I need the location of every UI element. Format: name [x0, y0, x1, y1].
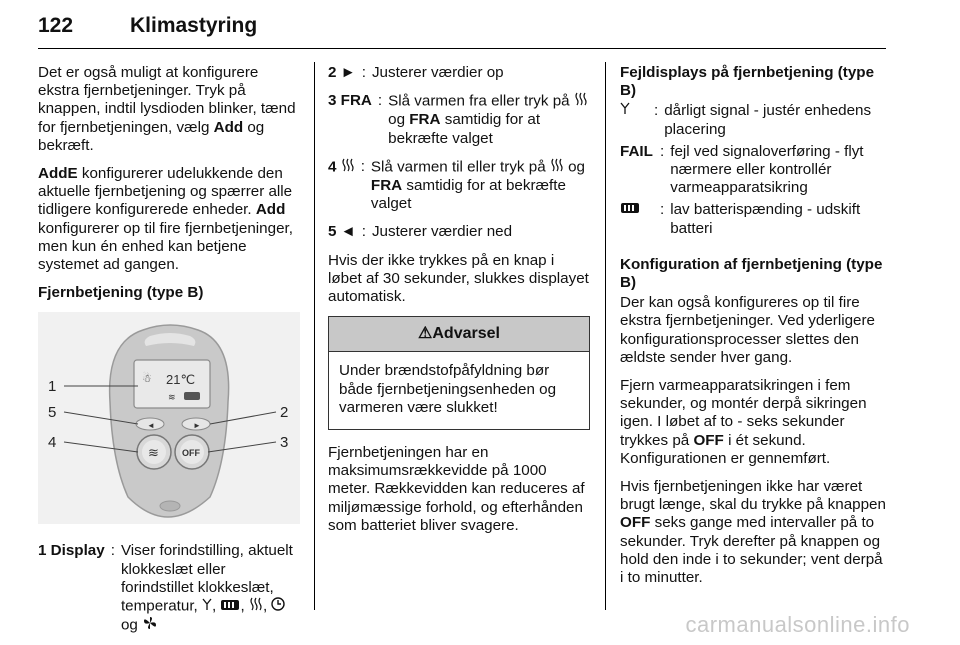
callout-1: 1 [48, 378, 57, 396]
configuration-heading: Konfiguration af fjernbetjening (type B) [620, 255, 883, 292]
paragraph-range: Fjernbetjeningen har en maksimumsrækkevidde på 1000 meter. Rækkevidden kan reduceres af miljømæssige forhold, og efterhånden som batteriet bliver svagere. [328, 444, 585, 534]
heating-icon [574, 92, 588, 111]
warning-triangle-icon: ⚠ [418, 325, 433, 343]
callout-3: 3 [280, 434, 289, 452]
column-2 [328, 64, 590, 545]
definition-2: 2 ► : Justerer værdier op [328, 64, 504, 81]
callout-4: 4 [48, 434, 57, 452]
page-title: Klimastyring [130, 14, 258, 37]
paragraph-configure-extra: Det er også muligt at konfigurere ekstra fjernbetjeninger. Tryk på knappen, indtil lysdioden blinker, tænd for fjernbetjeningen, vælg Add og bekræft. [38, 64, 296, 154]
watermark: carmanualsonline.info [685, 612, 910, 637]
warning-body: Under brændstofpåfyldning bør både fjernbetjeningsenheden og varmeren være slukket! [339, 362, 557, 416]
remote-heading: Fjernbetjening (type B) [38, 284, 204, 302]
heating-icon [341, 158, 355, 177]
column-divider-1 [314, 62, 315, 610]
remote-off-label: OFF [182, 448, 200, 459]
callout-2: 2 [280, 404, 289, 422]
svg-text:►: ► [193, 421, 201, 431]
remote-figure [38, 312, 300, 524]
paragraph-config-extra: Der kan også konfigureres op til fire ekstra fjernbetjeninger. Ved yderligere konfigurationsprocesser slettes den ældste sender hver gang. [620, 294, 875, 366]
fan-icon [142, 616, 158, 635]
callout-5: 5 [48, 404, 57, 422]
battery-icon [620, 201, 654, 237]
remote-display-text: 21℃ [166, 372, 196, 388]
svg-text:≋: ≋ [168, 392, 176, 403]
column-3 [620, 64, 886, 597]
svg-text:≋: ≋ [148, 445, 159, 461]
heating-icon [249, 597, 263, 616]
error-fail: FAIL : fejl ved signaloverføring - flyt nærmere eller kontrollér varmeapparatsikring [620, 142, 864, 197]
page-header [38, 14, 258, 38]
paragraph-fuse: Fjern varmeapparatsikringen i fem sekunder, og montér derpå sikringen igen. I løbet af to - seks sekunder trykkes på OFF i ét sekund. Konfigurationen er gennemført. [620, 377, 867, 467]
definition-5: 5 ◄ : Justerer værdier ned [328, 223, 513, 241]
paragraph-timeout: Hvis der ikke trykkes på en knap i løbet af 30 sekunder, slukkes displayet automatisk. [328, 251, 589, 306]
heating-icon [550, 158, 564, 177]
battery-icon [220, 598, 240, 616]
page-number: 122 [38, 14, 74, 37]
warning-box [328, 316, 590, 430]
column-1 [38, 64, 300, 645]
antenna-icon [620, 102, 644, 138]
paragraph-unused: Hvis fjernbetjeningen ikke har været brugt længe, skal du trykke på knappen OFF seks gange med intervaller på to sekunder. Tryk derefter på knappen og hold den inde i to sekunder; vent derpå i to minutter. [620, 478, 886, 587]
antenna-icon [202, 598, 212, 616]
svg-text:◄: ◄ [147, 421, 155, 431]
clock-icon [271, 597, 285, 616]
definition-4: 4 : Slå varmen til eller tryk på og FRA samtidig for at bekræfte valget [328, 157, 586, 213]
remote-illustration [38, 312, 300, 524]
warning-header: ⚠Advarsel [329, 317, 589, 352]
error-weak-signal: : dårligt signal - justér enhedens placering [620, 102, 886, 138]
column-divider-2 [605, 62, 606, 610]
svg-text:☃: ☃ [142, 373, 152, 386]
definition-display: 1 Display : Viser forindstilling, aktuelt klokkeslæt eller forindstillet klokkeslæt, temperatur, , , , og [38, 542, 293, 634]
definition-3-fra: 3 FRA : Slå varmen fra eller tryk på og FRA samtidig for at bekræfte valget [328, 92, 590, 148]
error-low-battery: : lav batterispænding - udskift batteri [620, 201, 886, 237]
header-rule [38, 48, 886, 49]
error-display-heading: Fejldisplays på fjernbetjening (type B) [620, 64, 875, 100]
paragraph-adde: AddE konfigurerer udelukkende den aktuelle fjernbetjening og spærrer alle tidligere konfigurerede enheder. Add konfigurerer op til fire fjernbetjeninger, men kun én enhed kan betjene systemet ad gangen. [38, 165, 293, 274]
